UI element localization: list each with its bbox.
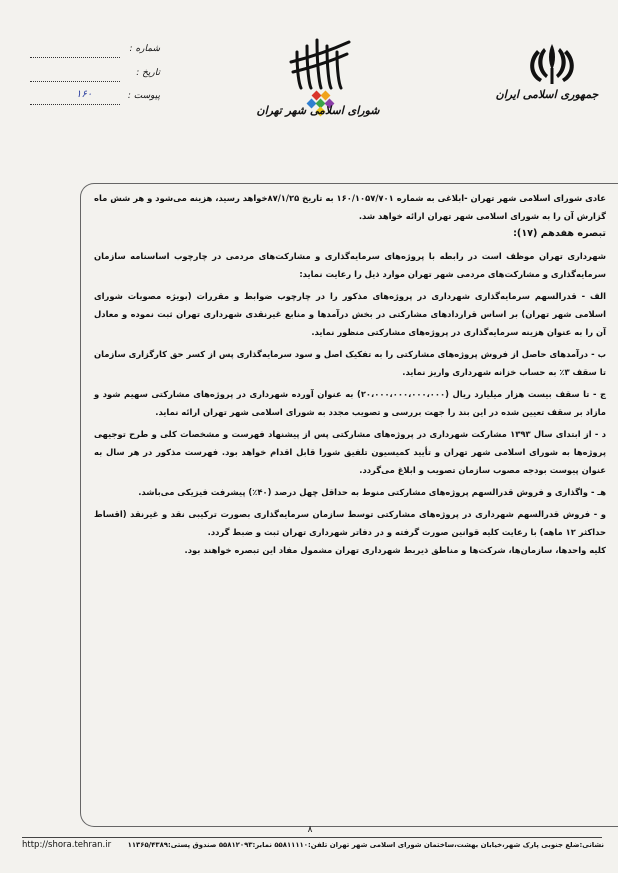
footer-divider bbox=[22, 837, 602, 838]
council-name: شورای اسلامی شهر تهران bbox=[256, 104, 380, 117]
clause-label: ب - bbox=[591, 349, 606, 359]
clause-vav bbox=[94, 505, 606, 541]
republic-name: جمهوری اسلامی ایران bbox=[495, 88, 599, 101]
footer-website-link[interactable]: http://shora.tehran.ir bbox=[22, 840, 112, 850]
clause-text: واگذاری و فروش قدرالسهم پروژه‌های مشارکتی منوط به حداقل چهل درصد (۴۰٪) پیشرفت فیزیکی می‌باشد. bbox=[138, 487, 589, 497]
letter-body bbox=[94, 189, 606, 559]
clause-label: ج - bbox=[592, 389, 606, 399]
clause-dal bbox=[94, 425, 606, 479]
footer-address: نشانی:ضلع جنوبی پارک شهر،خیابان بهشت،ساختمان شورای اسلامی شهر تهران تلفن:۵۵۸۱۱۱۱۰ نمابر:۵۵۸۱۲۰۹۳ صندوق پستی:۱۱۳۶۵/۴۳۸۹ bbox=[127, 841, 604, 849]
letter-number-field bbox=[30, 44, 160, 62]
clause-text: تا سقف بیست هزار میلیارد ریال (۲۰،۰۰۰،۰۰۰،۰۰۰،۰۰۰) به عنوان آورده شهرداری در پروژه‌های مشارکتی سهیم شود و مازاد بر سقف تعیین شده در این بند را جهت بررسی و تصویب مجدد به شورای اسلامی شهر تهران ارائه نماید. bbox=[94, 389, 606, 417]
attachment-line bbox=[30, 104, 120, 105]
page-number: ۸ bbox=[307, 825, 313, 835]
iran-emblem-icon bbox=[522, 40, 582, 86]
clause-be bbox=[94, 345, 606, 381]
clause-text: قدرالسهم سرمایه‌گذاری شهرداری در پروژه‌های مذکور را در چارچوب ضوابط و مقررات (بویژه مصوبات شورای اسلامی شهر تهران) بر اساس قراردادهای مشارکتی در بخش درآمدها و منابع غیرنقدی شهرداری تهران ثبت نموده و معادل آن را به عنوان هزینه سرمایه‌گذاری در پروژه‌های مشارکتی منظور نماید. bbox=[94, 291, 606, 337]
clause-jim bbox=[94, 385, 606, 421]
number-line bbox=[30, 57, 120, 58]
note-intro: شهرداری تهران موظف است در رابطه با پروژه‌های سرمایه‌گذاری و مشارکت‌های مردمی در چارچوب اساسنامه سازمان سرمایه‌گذاری و مشارکت‌های مردمی شهر تهران موارد ذیل را رعایت نماید: bbox=[94, 251, 606, 279]
clause-label: الف - bbox=[581, 291, 606, 301]
date-line bbox=[30, 81, 120, 82]
letter-attachment-field bbox=[30, 91, 160, 109]
clause-label: د - bbox=[594, 429, 606, 439]
letter-date-field bbox=[30, 68, 160, 86]
number-label: شماره : bbox=[129, 44, 160, 54]
clause-label: و - bbox=[593, 509, 606, 519]
date-label: تاریخ : bbox=[136, 68, 160, 78]
clause-text: فروش قدرالسهم شهرداری در پروژه‌های مشارکتی توسط سازمان سرمایه‌گذاری بصورت ترکیبی نقد و غیرنقد (اقساط حداکثر ۱۲ ماهه) با رعایت کلیه قوانین صورت گرفته و در دفاتر شهرداری تهران ثبت و ضبط گردد. bbox=[94, 509, 606, 537]
note-title: تبصره هفدهم (۱۷): bbox=[513, 228, 606, 239]
attachment-value: ۱۶۰ bbox=[76, 89, 93, 100]
clause-text: از ابتدای سال ۱۳۹۳ مشارکت شهرداری در پروژه‌های مشارکتی پس از پیشنهاد فهرست و مشخصات کلی و طرح توجیهی پروژه‌ها به شورای اسلامی شهر تهران و تأیید کمیسیون تلفیق شورا قابل اقدام خواهد بود. فهرست مذکور در هر سال به عنوان پیوست بودجه مصوب سازمان تصویب و ابلاغ می‌گردد. bbox=[94, 429, 606, 475]
clause-alef bbox=[94, 287, 606, 341]
clause-he bbox=[94, 483, 606, 501]
attachment-label: پیوست : bbox=[127, 91, 160, 101]
clause-text: درآمدهای حاصل از فروش پروژه‌های مشارکتی را به تفکیک اصل و سود سرمایه‌گذاری پس از کسر حق کارگزاری سازمان تا سقف ۳٪ به حساب خزانه شهرداری واریز نماید. bbox=[94, 349, 606, 377]
closing-paragraph: کلیه واحدها، سازمان‌ها، شرکت‌ها و مناطق ذیربط شهرداری تهران مشمول مفاد این تبصره خواهند بود. bbox=[184, 545, 606, 555]
intro-paragraph: عادی شورای اسلامی شهر تهران -ابلاغی به شماره ۱۶۰/۱۰۵۷/۷۰۱ به تاریخ ۸۷/۱/۲۵خواهد رسید، هزینه می‌شود و هر شش ماه گزارش آن را به شورای اسلامی شهر تهران ارائه خواهد شد. bbox=[94, 193, 606, 221]
clause-label: هـ - bbox=[590, 487, 606, 497]
